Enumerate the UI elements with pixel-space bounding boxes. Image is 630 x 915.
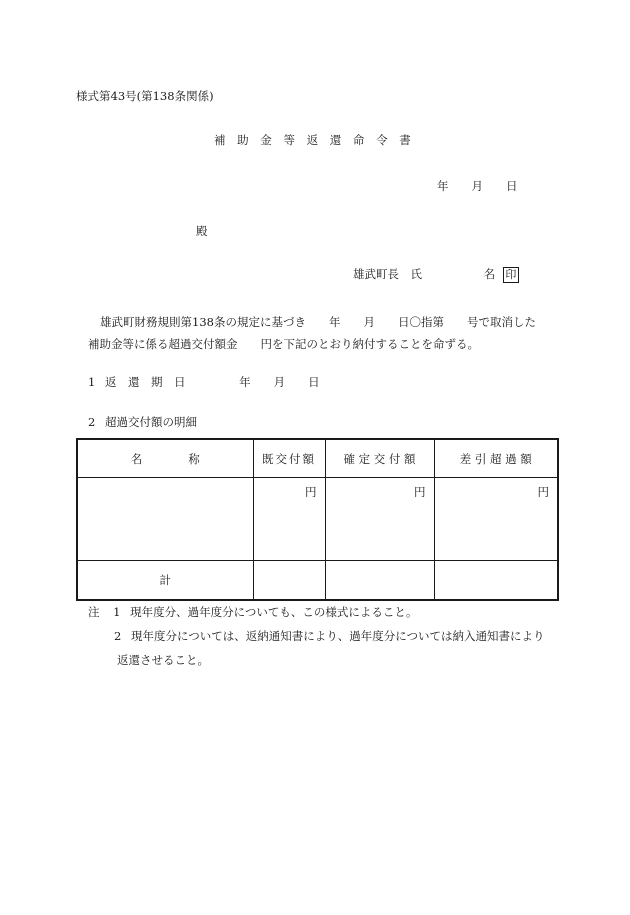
note-1-text: 現年度分、過年度分についても、この様式によること。 bbox=[130, 605, 418, 619]
issue-date: 年 月 日 bbox=[437, 179, 518, 193]
total-label: 計 bbox=[77, 561, 253, 601]
note-2-text: 現年度分については、返納通知書により、過年度分については納入通知書により bbox=[130, 629, 545, 643]
header-already-granted: 既交付額 bbox=[253, 439, 325, 478]
note-1-number: 1 bbox=[113, 605, 121, 619]
note-2-number: 2 bbox=[114, 629, 122, 643]
item-excess-detail bbox=[88, 414, 197, 430]
note-prefix: 注 bbox=[88, 605, 100, 619]
body-text-line-1: 雄武町財務規則第138条の規定に基づき 年 月 日〇指第 号で取消した bbox=[100, 315, 536, 329]
total-excess-difference bbox=[434, 561, 558, 601]
body-text-line-2: 補助金等に係る超過交付額金 円を下記のとおり納付することを命ずる。 bbox=[88, 337, 479, 351]
note-2-continuation: 返還させること。 bbox=[117, 653, 209, 667]
item-1-date: 年 月 日 bbox=[239, 375, 320, 389]
name-cell bbox=[77, 478, 253, 561]
document-title: 補 助 金 等 返 還 命 令 書 bbox=[214, 133, 412, 147]
note-1 bbox=[88, 604, 417, 620]
total-already-granted bbox=[253, 561, 325, 601]
seal-mark: 印 bbox=[503, 267, 519, 283]
addressee-suffix: 殿 bbox=[196, 224, 208, 238]
excess-difference-cell: 円 bbox=[434, 478, 558, 561]
excess-amount-table bbox=[76, 438, 559, 601]
table-total-row bbox=[77, 561, 558, 601]
header-confirmed-grant: 確 定 交 付 額 bbox=[325, 439, 434, 478]
item-1-label: 返 還 期 日 bbox=[104, 375, 186, 389]
already-granted-cell: 円 bbox=[253, 478, 325, 561]
item-2-number: 2 bbox=[88, 415, 96, 429]
table-header-row bbox=[77, 439, 558, 478]
issuer-title: 雄武町長 氏 bbox=[353, 267, 422, 281]
note-2 bbox=[114, 628, 545, 644]
table-row bbox=[77, 478, 558, 561]
header-excess-difference: 差 引 超 過 額 bbox=[434, 439, 558, 478]
item-2-label: 超過交付額の明細 bbox=[104, 415, 197, 429]
form-number-label: 様式第43号(第138条関係) bbox=[76, 89, 214, 103]
header-name: 名 称 bbox=[77, 439, 253, 478]
item-return-date bbox=[88, 374, 320, 390]
issuer-name-label: 名 bbox=[483, 267, 496, 281]
confirmed-grant-cell: 円 bbox=[325, 478, 434, 561]
item-1-number: 1 bbox=[88, 375, 96, 389]
total-confirmed-grant bbox=[325, 561, 434, 601]
issuer-block bbox=[353, 266, 519, 283]
